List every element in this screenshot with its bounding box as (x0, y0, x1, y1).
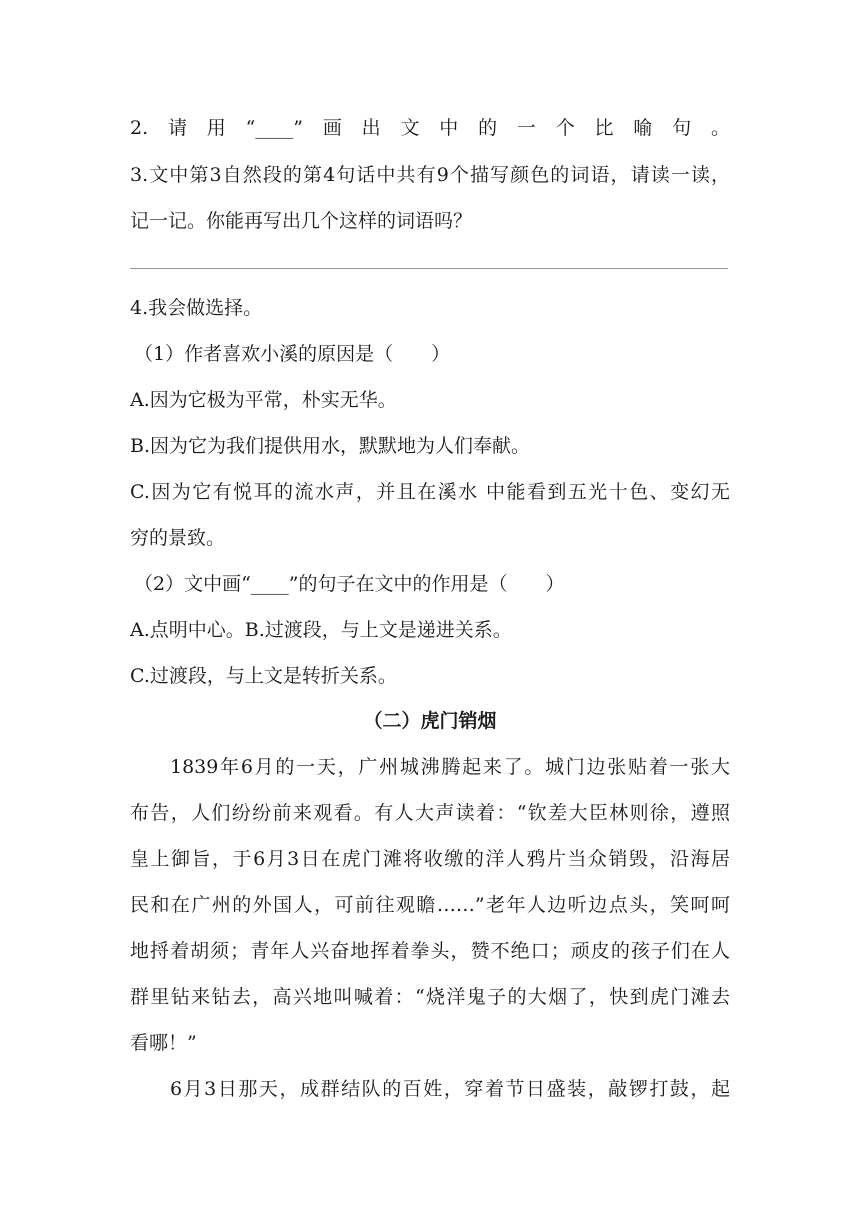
option-4-1-c-line-1: C.因为它有悦耳的流水声，并且在溪水 中能看到五光十色、变幻无 (130, 481, 730, 503)
paragraph-1-line-1: 1839年6月的一天，广州城沸腾起来了。城门边张贴着一张大 (170, 756, 730, 778)
option-4-1-c-line-2: 穷的景致。 (130, 527, 226, 549)
paragraph-1-line-5: 地捋着胡须；青年人兴奋地挥着拳头，赞不绝口；顽皮的孩子们在人 (130, 940, 730, 962)
paragraph-1-line-6: 群里钻来钻去，高兴地叫喊着：“烧洋鬼子的大烟了，快到虎门滩去 (130, 986, 730, 1008)
paragraph-2-line-1: 6月3日那天，成群结队的百姓，穿着节日盛装，敲锣打鼓，起 (170, 1078, 730, 1100)
paragraph-1-line-4: 民和在广州的外国人，可前往观瞻……”老年人边听边点头，笑呵呵 (130, 894, 730, 916)
question-4-2: （2）文中画“____”的句子在文中的作用是（ ） (134, 573, 565, 595)
option-4-1-b: B.因为它为我们提供用水，默默地为人们奉献。 (130, 435, 531, 457)
question-3-line-1: 3.文中第3自然段的第4句话中共有9个描写颜色的词语，请读一读， (130, 164, 730, 186)
answer-line (130, 268, 728, 269)
option-4-2-ab: A.点明中心。B.过渡段，与上文是递进关系。 (130, 619, 512, 641)
question-4-1: （1）作者喜欢小溪的原因是（ ） (134, 343, 451, 365)
question-3-line-2: 记一记。你能再写出几个这样的词语吗？ (130, 210, 473, 232)
paragraph-1-line-2: 布告，人们纷纷前来观看。有人大声读着：“钦差大臣林则徐，遵照 (130, 802, 730, 824)
paragraph-1-line-7: 看哪！” (130, 1032, 197, 1054)
passage-title: （二）虎门销烟 (363, 710, 497, 732)
paragraph-1-line-3: 皇上御旨，于6月3日在虎门滩将收缴的洋人鸦片当众销毁，沿海居 (130, 848, 730, 870)
question-2: 2.请用“____”画出文中的一个比喻句。 (130, 117, 730, 139)
option-4-2-c: C.过渡段，与上文是转折关系。 (130, 665, 397, 687)
option-4-1-a: A.因为它极为平常，朴实无华。 (130, 389, 397, 411)
question-4: 4.我会做选择。 (130, 297, 263, 319)
